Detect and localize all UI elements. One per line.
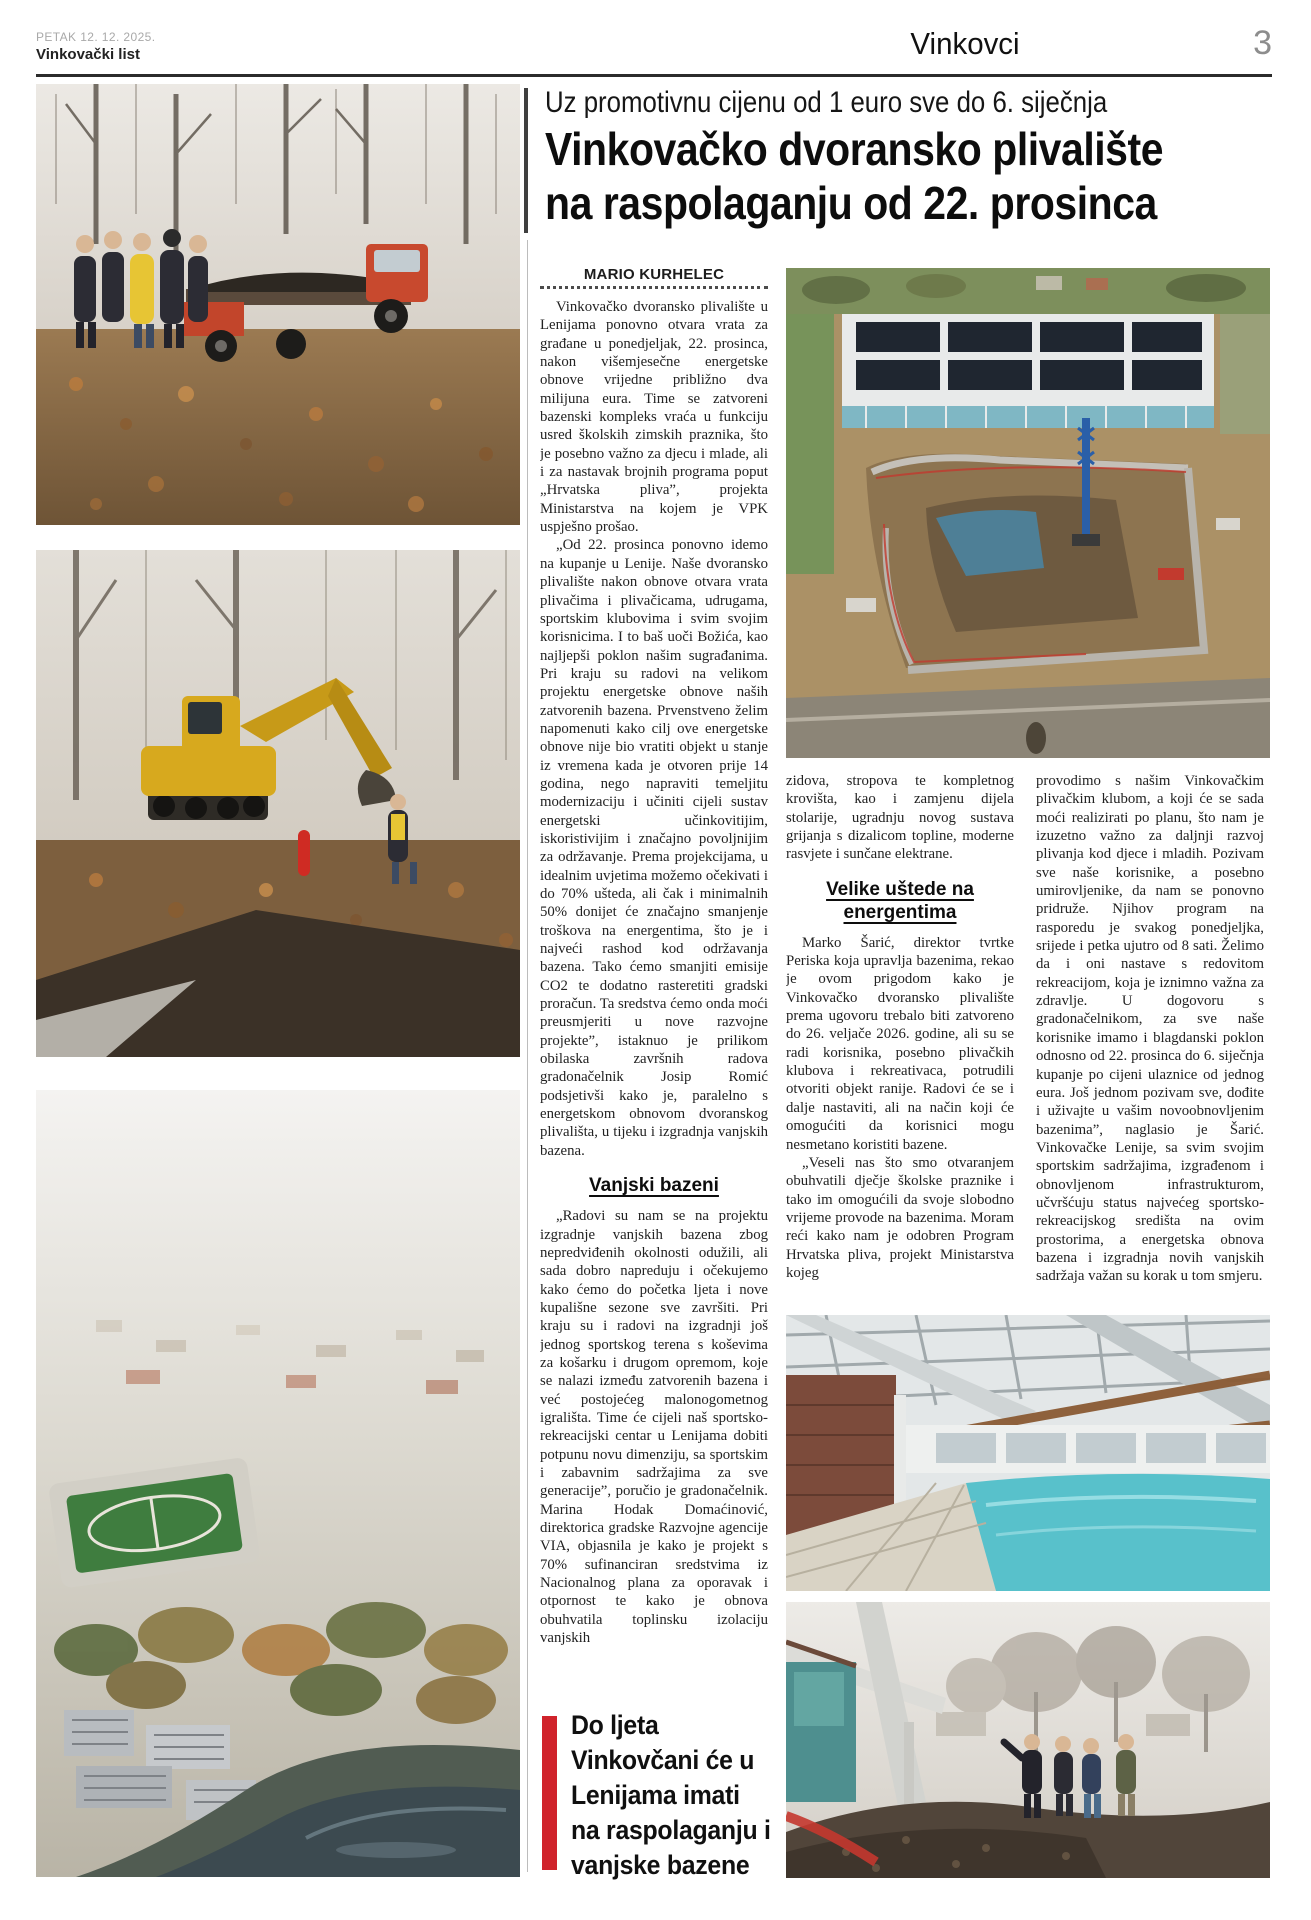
author-dotted-rule xyxy=(540,286,768,289)
page-number: 3 xyxy=(1253,24,1272,62)
kicker-bar xyxy=(524,88,528,233)
kicker: Uz promotivnu cijenu od 1 euro sve do 6. siječnja xyxy=(545,86,1108,119)
paragraph: Vinkovačko dvoransko plivalište u Lenijama ponovno otvara vrata za građane u ponedjeljak, 22. prosinca, nakon višemjesečne energetske obnove vrijedne približno dva milijuna eura. Time se zatvoreni bazenski kompleks vraća u funkciju usred školskih zimskih praznika, što je posebno važno za djecu i mlade, ali i za nastavak brojnih programa poput „Hrvatska pliva”, projekta Ministarstva na kojem je VPK uspješno prošao. xyxy=(540,299,768,536)
headline-line-2: na raspolaganju od 22. prosinca xyxy=(545,177,1157,229)
header-rule xyxy=(36,74,1272,77)
photo-excavator xyxy=(36,550,520,1057)
header-masthead: Vinkovački list xyxy=(36,46,140,63)
pullquote xyxy=(571,1708,811,1883)
subhead-vanjski-bazeni: Vanjski bazeni xyxy=(589,1175,719,1197)
header-date: PETAK 12. 12. 2025. xyxy=(36,30,156,44)
pullquote-line: Do ljeta xyxy=(571,1710,659,1740)
paragraph: zidova, stropova te kompletnog krovišta, kao i zamjenu dijela stolarije, ugradnju novog sustava grijanja s dizalicom topline, moderne rasvjete i sunčane elektrane. xyxy=(786,773,1014,863)
pullquote-line: vanjske bazene xyxy=(571,1850,750,1880)
column-rule xyxy=(527,240,528,1872)
sports-hall xyxy=(842,314,1214,428)
pullquote-line: na raspolaganju i xyxy=(571,1815,771,1845)
paragraph: Marko Šarić, direktor tvrtke Periska koja upravlja bazenima, rekao je ovom prigodom kako je Vinkovačko dvoransko plivalište prema ugovoru trebalo biti zatvoreno do 26. veljače 2026. godine, ali su se radi korisnika, posebno plivačkih klubova i rekreativaca, potrudili otvoriti objekt ranije. Radovi će se i dalje nastaviti, ali na način koji će omogućiti da korisnici mogu nesmetano koristiti bazene. xyxy=(786,934,1014,1153)
author-byline: MARIO KURHELEC xyxy=(583,266,725,283)
photo-pool-interior xyxy=(786,1315,1270,1591)
photo-construction-people xyxy=(786,1602,1270,1878)
paragraph: provodimo s našim Vinkovačkim plivačkim klubom, a koji će se sada moći realizirati po planu, što nam je izuzetno važno za daljnji razvoj plivanja kod djece i mladih. Pozivam sve naše korisnike, a posebno umirovljenike, da nam se ponovno pridruže. Njihov program na rasporedu je svakog ponedjeljka, srijede i petka ujutro od 8 sati. Želimo da i oni nastave s redovitom rekreacijom, koja je iznimno važna za zdravlje. U dogovoru s gradonačelnikom, za sve naše korisnike imamo i blagdanski poklon odnosno od 22. prosinca do 6. siječnja kupanje po cijeni ulaznice od jednog eura. Još jednom pozivam sve, dođite i uživajte u vašim novoobnovljenim bazenima”, naglasio je Šarić. Vinkovačke Lenije, sa svim svojim sportskim sadržajima, izgrađenom i obnovljenom infrastrukturom, učvršćuju status najvećeg sportsko-rekreacijskog središta na ovim prostorima, a energetska obnova bazena i izgradnja novih vanjskih sadržaja važan su korak u tom smjeru. xyxy=(1036,773,1264,1285)
subhead-velike-ustede: Velike uštede na energentima xyxy=(826,878,974,923)
excavation-pit xyxy=(866,454,1204,670)
paragraph: „Veseli nas što smo otvaranjem obuhvatili dječje školske praznike i tako im omogućili da svoje slobodno vrijeme provode na bazenima. Moram reći kako nam je odobren Program Hrvatska pliva, projekt Ministarstva kojeg xyxy=(786,1154,1014,1281)
header-section-title: Vinkovci xyxy=(910,26,1020,61)
headline xyxy=(545,122,1239,230)
body-column-3 xyxy=(1036,772,1264,1312)
photo-truck-people xyxy=(36,84,520,525)
body-column-2 xyxy=(786,772,1014,1312)
body-column-1 xyxy=(540,298,768,1696)
paragraph: „Radovi su nam se na projektu izgradnje vanjskih bazena zbog nepredviđenih okolnosti odužili, ali sada dobro napreduju i očekujemo kako ćemo do početka ljeta i nove kupališne sezone sve završiti. Pri kraju su i radovi na izgradnji još jednog sportskog terena s koševima za košarku i drugom opremom, koje se nalazi između zatvorenih bazena i već postojećeg malonogometnog igrališta. Time će cijeli naš sportsko-rekreacijski centar u Lenijama dobiti potpunu novu dimenziju, sa sportskim i zabavnim sadržajima za sve generacije”, poručio je gradonačelnik. Marina Hodak Domaćinović, direktorica gradske Razvojne agencije VIA, objasnila je kako je projekt s 70% sufinanciran sredstvima iz Nacionalnog plana za oporavak i otpornost te kako je obnova obuhvatila toplinsku izolaciju vanjskih xyxy=(540,1208,768,1647)
pullquote-bar xyxy=(542,1716,557,1870)
paragraph: „Od 22. prosinca ponovno idemo na kupanje u Lenije. Naše dvoransko plivalište nakon obnove otvara vrata plivačima i plivačicama, udrugama, sportskim klubovima i svim svojim korisnicima. I to baš uoči Božića, kao najljepši poklon našim sugrađanima. Pri kraju su radovi na velikom projektu energetske obnove naših zatvorenih bazena. Prvenstveno želim napomenuti kako cilj ove energetske obnove nije bio vratiti objekt u stanje iz vremena kada je otvoren prije 14 godina, nego napraviti temeljitu modernizaciju i učiniti cijeli sustav energetski učinkovitijim, iskoristivijim i značajno povoljnijim za održavanje. Prema projekcijama, u idealnim uvjetima možemo očekivati i do 70% ušteda, ali čak i minimalnih 50% donijet će značajno smanjenje troškova na energentima, što je i najveći rashod kod održavanja bazena. Tako ćemo smanjiti emisije CO2 te dodatno rasteretiti gradski proračun. Ta sredstva ćemo onda moći preusmjeriti u nove razvojne projekte”, istaknuo je prilikom obilaska završnih radova gradonačelnik Josip Romić podsjetivši kako je, paralelno s energetskom obnovom dvoranskog plivališta, u tijeku i izgradnja vanjskih bazena. xyxy=(540,537,768,1159)
pullquote-line: Lenijama imati xyxy=(571,1780,740,1810)
pullquote-line: Vinkovčani će u xyxy=(571,1745,755,1775)
photo-aerial-town xyxy=(36,1090,520,1877)
headline-line-1: Vinkovačko dvoransko plivalište xyxy=(545,123,1164,175)
photo-construction-aerial xyxy=(786,268,1270,758)
